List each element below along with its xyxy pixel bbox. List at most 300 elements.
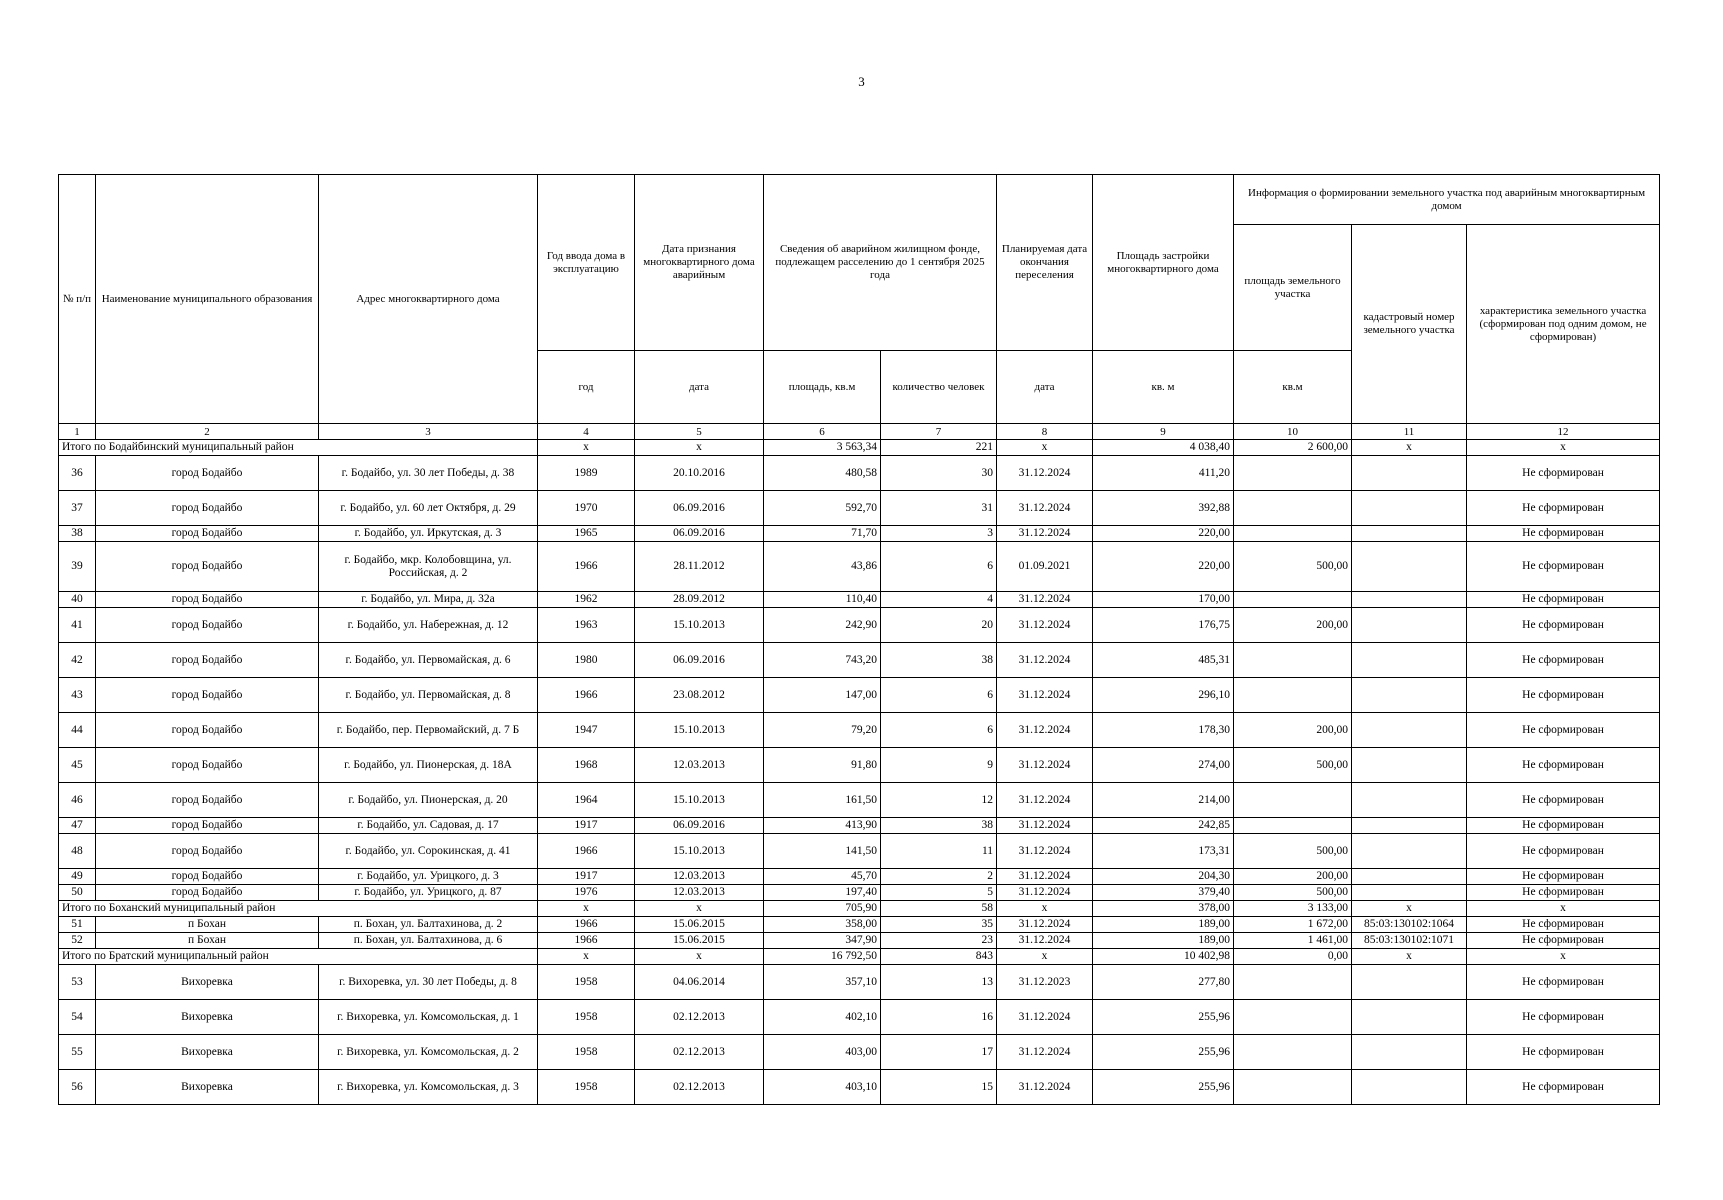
year-cell: 1964 (538, 783, 635, 818)
table-row (59, 834, 1660, 869)
plan-date-cell: 31.12.2024 (997, 748, 1093, 783)
building-area-cell: 173,31 (1093, 834, 1234, 869)
cadastral-cell (1352, 491, 1467, 526)
cadastral-cell (1352, 678, 1467, 713)
municipality-cell: город Бодайбо (96, 869, 319, 885)
plan-date-cell: 31.12.2024 (997, 643, 1093, 678)
people-cell: 30 (881, 456, 997, 491)
area-cell: 358,00 (764, 917, 881, 933)
plan-date-cell: 31.12.2024 (997, 678, 1093, 713)
subtotal-plan-date: x (997, 440, 1093, 456)
column-number: 4 (538, 424, 635, 440)
table-row (59, 965, 1660, 1000)
land-area-cell (1234, 1070, 1352, 1105)
people-cell: 23 (881, 933, 997, 949)
row-number: 47 (59, 818, 96, 834)
municipality-cell: город Бодайбо (96, 783, 319, 818)
subtotal-people: 843 (881, 949, 997, 965)
land-area-cell: 1 461,00 (1234, 933, 1352, 949)
column-number: 3 (319, 424, 538, 440)
header-cadastral-number: кадастровый номер земельного участка (1352, 225, 1467, 424)
area-cell: 79,20 (764, 713, 881, 748)
header-land-plot-info: Информация о формировании земельного участка под аварийным многоквартирным домом (1234, 175, 1660, 225)
characteristic-cell: Не сформирован (1467, 1035, 1660, 1070)
area-cell: 402,10 (764, 1000, 881, 1035)
row-number: 48 (59, 834, 96, 869)
emergency-date-cell: 12.03.2013 (635, 748, 764, 783)
row-number: 37 (59, 491, 96, 526)
emergency-date-cell: 15.06.2015 (635, 933, 764, 949)
row-number: 40 (59, 592, 96, 608)
emergency-date-cell: 15.10.2013 (635, 608, 764, 643)
table-row (59, 917, 1660, 933)
address-cell: г. Вихоревка, ул. 30 лет Победы, д. 8 (319, 965, 538, 1000)
building-area-cell: 189,00 (1093, 917, 1234, 933)
column-number: 7 (881, 424, 997, 440)
row-number: 41 (59, 608, 96, 643)
year-cell: 1966 (538, 678, 635, 713)
people-cell: 38 (881, 818, 997, 834)
people-cell: 35 (881, 917, 997, 933)
address-cell: г. Бодайбо, ул. Урицкого, д. 87 (319, 885, 538, 901)
header-land-area: площадь земельного участка (1234, 225, 1352, 351)
plan-date-cell: 31.12.2024 (997, 885, 1093, 901)
table-row (59, 818, 1660, 834)
table-row (59, 1070, 1660, 1105)
year-cell: 1980 (538, 643, 635, 678)
land-area-cell (1234, 592, 1352, 608)
municipality-cell: город Бодайбо (96, 678, 319, 713)
subtotal-row (59, 901, 1660, 917)
building-area-cell: 214,00 (1093, 783, 1234, 818)
area-cell: 43,86 (764, 542, 881, 592)
land-area-cell (1234, 1000, 1352, 1035)
municipality-cell: город Бодайбо (96, 643, 319, 678)
row-number: 36 (59, 456, 96, 491)
municipality-cell: п Бохан (96, 917, 319, 933)
cadastral-cell (1352, 834, 1467, 869)
people-cell: 6 (881, 713, 997, 748)
subtotal-plan-date: x (997, 949, 1093, 965)
subtotal-date: x (635, 440, 764, 456)
subheader-plan-date: дата (997, 351, 1093, 424)
land-area-cell (1234, 526, 1352, 542)
year-cell: 1966 (538, 834, 635, 869)
table-row (59, 1000, 1660, 1035)
address-cell: г. Бодайбо, ул. 60 лет Октября, д. 29 (319, 491, 538, 526)
people-cell: 38 (881, 643, 997, 678)
area-cell: 147,00 (764, 678, 881, 713)
building-area-cell: 170,00 (1093, 592, 1234, 608)
emergency-date-cell: 20.10.2016 (635, 456, 764, 491)
building-area-cell: 274,00 (1093, 748, 1234, 783)
municipality-cell: город Бодайбо (96, 713, 319, 748)
year-cell: 1947 (538, 713, 635, 748)
emergency-date-cell: 28.09.2012 (635, 592, 764, 608)
column-numbers-row (59, 424, 1660, 440)
area-cell: 403,00 (764, 1035, 881, 1070)
land-area-cell (1234, 1035, 1352, 1070)
building-area-cell: 485,31 (1093, 643, 1234, 678)
address-cell: п. Бохан, ул. Балтахинова, д. 2 (319, 917, 538, 933)
characteristic-cell: Не сформирован (1467, 1070, 1660, 1105)
characteristic-cell: Не сформирован (1467, 783, 1660, 818)
plan-date-cell: 01.09.2021 (997, 542, 1093, 592)
address-cell: г. Бодайбо, ул. Первомайская, д. 6 (319, 643, 538, 678)
municipality-cell: город Бодайбо (96, 491, 319, 526)
subtotal-people: 221 (881, 440, 997, 456)
land-area-cell (1234, 643, 1352, 678)
land-area-cell (1234, 965, 1352, 1000)
emergency-date-cell: 02.12.2013 (635, 1035, 764, 1070)
row-number: 44 (59, 713, 96, 748)
address-cell: г. Бодайбо, ул. Первомайская, д. 8 (319, 678, 538, 713)
cadastral-cell (1352, 643, 1467, 678)
people-cell: 16 (881, 1000, 997, 1035)
land-area-cell: 500,00 (1234, 834, 1352, 869)
year-cell: 1958 (538, 1035, 635, 1070)
column-number: 12 (1467, 424, 1660, 440)
cadastral-cell (1352, 965, 1467, 1000)
row-number: 52 (59, 933, 96, 949)
year-cell: 1970 (538, 491, 635, 526)
land-area-cell: 500,00 (1234, 542, 1352, 592)
address-cell: г. Бодайбо, ул. Пионерская, д. 18А (319, 748, 538, 783)
emergency-housing-table (58, 174, 1660, 1105)
building-area-cell: 220,00 (1093, 526, 1234, 542)
area-cell: 743,20 (764, 643, 881, 678)
cadastral-cell (1352, 592, 1467, 608)
address-cell: п. Бохан, ул. Балтахинова, д. 6 (319, 933, 538, 949)
emergency-date-cell: 12.03.2013 (635, 869, 764, 885)
address-cell: г. Вихоревка, ул. Комсомольская, д. 1 (319, 1000, 538, 1035)
year-cell: 1958 (538, 965, 635, 1000)
year-cell: 1976 (538, 885, 635, 901)
table-row (59, 869, 1660, 885)
area-cell: 110,40 (764, 592, 881, 608)
year-cell: 1917 (538, 818, 635, 834)
table-row (59, 542, 1660, 592)
address-cell: г. Бодайбо, ул. Урицкого, д. 3 (319, 869, 538, 885)
subtotal-year: x (538, 440, 635, 456)
address-cell: г. Вихоревка, ул. Комсомольская, д. 3 (319, 1070, 538, 1105)
subtotal-building-area: 4 038,40 (1093, 440, 1234, 456)
address-cell: г. Бодайбо, ул. 30 лет Победы, д. 38 (319, 456, 538, 491)
subtotal-date: x (635, 949, 764, 965)
building-area-cell: 255,96 (1093, 1035, 1234, 1070)
year-cell: 1917 (538, 869, 635, 885)
people-cell: 9 (881, 748, 997, 783)
table-row (59, 1035, 1660, 1070)
land-area-cell (1234, 783, 1352, 818)
table-row (59, 713, 1660, 748)
header-emergency-date: Дата признания многоквартирного дома аварийным (635, 175, 764, 351)
subtotal-characteristic: x (1467, 440, 1660, 456)
emergency-date-cell: 15.10.2013 (635, 783, 764, 818)
table-row (59, 526, 1660, 542)
area-cell: 357,10 (764, 965, 881, 1000)
emergency-date-cell: 06.09.2016 (635, 818, 764, 834)
building-area-cell: 392,88 (1093, 491, 1234, 526)
building-area-cell: 296,10 (1093, 678, 1234, 713)
land-area-cell: 200,00 (1234, 869, 1352, 885)
column-number: 5 (635, 424, 764, 440)
row-number: 38 (59, 526, 96, 542)
building-area-cell: 379,40 (1093, 885, 1234, 901)
area-cell: 161,50 (764, 783, 881, 818)
table-row (59, 608, 1660, 643)
emergency-date-cell: 04.06.2014 (635, 965, 764, 1000)
plan-date-cell: 31.12.2024 (997, 456, 1093, 491)
column-number: 10 (1234, 424, 1352, 440)
address-cell: г. Бодайбо, ул. Пионерская, д. 20 (319, 783, 538, 818)
municipality-cell: город Бодайбо (96, 885, 319, 901)
table-row (59, 491, 1660, 526)
subtotal-building-area: 378,00 (1093, 901, 1234, 917)
table-row (59, 678, 1660, 713)
land-area-cell (1234, 456, 1352, 491)
subtotal-year: x (538, 949, 635, 965)
header-building-area: Площадь застройки многоквартирного дома (1093, 175, 1234, 351)
subheader-year: год (538, 351, 635, 424)
subtotal-land-area: 2 600,00 (1234, 440, 1352, 456)
plan-date-cell: 31.12.2024 (997, 592, 1093, 608)
cadastral-cell (1352, 783, 1467, 818)
plan-date-cell: 31.12.2024 (997, 1000, 1093, 1035)
cadastral-cell (1352, 456, 1467, 491)
characteristic-cell: Не сформирован (1467, 456, 1660, 491)
emergency-date-cell: 06.09.2016 (635, 643, 764, 678)
subtotal-land-area: 0,00 (1234, 949, 1352, 965)
subtotal-date: x (635, 901, 764, 917)
building-area-cell: 255,96 (1093, 1070, 1234, 1105)
municipality-cell: город Бодайбо (96, 748, 319, 783)
characteristic-cell: Не сформирован (1467, 643, 1660, 678)
area-cell: 91,80 (764, 748, 881, 783)
municipality-cell: Вихоревка (96, 1035, 319, 1070)
characteristic-cell: Не сформирован (1467, 834, 1660, 869)
address-cell: г. Бодайбо, ул. Иркутская, д. 3 (319, 526, 538, 542)
people-cell: 5 (881, 885, 997, 901)
subtotal-area: 3 563,34 (764, 440, 881, 456)
subtotal-people: 58 (881, 901, 997, 917)
cadastral-cell (1352, 608, 1467, 643)
subtotal-label: Итого по Боханский муниципальный район (59, 901, 538, 917)
address-cell: г. Бодайбо, ул. Мира, д. 32а (319, 592, 538, 608)
characteristic-cell: Не сформирован (1467, 1000, 1660, 1035)
page-number: 3 (858, 74, 865, 89)
header-address: Адрес многоквартирного дома (319, 175, 538, 424)
plan-date-cell: 31.12.2024 (997, 869, 1093, 885)
cadastral-cell (1352, 869, 1467, 885)
plan-date-cell: 31.12.2024 (997, 933, 1093, 949)
header-municipality: Наименование муниципального образования (96, 175, 319, 424)
year-cell: 1958 (538, 1000, 635, 1035)
row-number: 45 (59, 748, 96, 783)
cadastral-cell (1352, 1070, 1467, 1105)
characteristic-cell: Не сформирован (1467, 592, 1660, 608)
subheader-land-sqm: кв.м (1234, 351, 1352, 424)
area-cell: 71,70 (764, 526, 881, 542)
municipality-cell: город Бодайбо (96, 592, 319, 608)
plan-date-cell: 31.12.2024 (997, 917, 1093, 933)
characteristic-cell: Не сформирован (1467, 491, 1660, 526)
municipality-cell: Вихоревка (96, 1000, 319, 1035)
row-number: 42 (59, 643, 96, 678)
characteristic-cell: Не сформирован (1467, 885, 1660, 901)
header-emergency-fund: Сведения об аварийном жилищном фонде, подлежащем расселению до 1 сентября 2025 года (764, 175, 997, 351)
building-area-cell: 220,00 (1093, 542, 1234, 592)
cadastral-cell: 85:03:130102:1071 (1352, 933, 1467, 949)
area-cell: 480,58 (764, 456, 881, 491)
column-number: 2 (96, 424, 319, 440)
people-cell: 12 (881, 783, 997, 818)
area-cell: 403,10 (764, 1070, 881, 1105)
cadastral-cell (1352, 818, 1467, 834)
subtotal-cadastral: x (1352, 901, 1467, 917)
characteristic-cell: Не сформирован (1467, 748, 1660, 783)
people-cell: 13 (881, 965, 997, 1000)
land-area-cell: 200,00 (1234, 713, 1352, 748)
building-area-cell: 204,30 (1093, 869, 1234, 885)
row-number: 53 (59, 965, 96, 1000)
building-area-cell: 178,30 (1093, 713, 1234, 748)
plan-date-cell: 31.12.2024 (997, 1070, 1093, 1105)
municipality-cell: Вихоревка (96, 1070, 319, 1105)
header-row-number: № п/п (59, 175, 96, 424)
characteristic-cell: Не сформирован (1467, 526, 1660, 542)
subtotal-area: 16 792,50 (764, 949, 881, 965)
address-cell: г. Вихоревка, ул. Комсомольская, д. 2 (319, 1035, 538, 1070)
characteristic-cell: Не сформирован (1467, 965, 1660, 1000)
header-land-characteristic: характеристика земельного участка (сформирован под одним домом, не сформирован) (1467, 225, 1660, 424)
emergency-date-cell: 02.12.2013 (635, 1070, 764, 1105)
cadastral-cell (1352, 526, 1467, 542)
year-cell: 1958 (538, 1070, 635, 1105)
emergency-date-cell: 02.12.2013 (635, 1000, 764, 1035)
area-cell: 347,90 (764, 933, 881, 949)
table-row (59, 643, 1660, 678)
emergency-date-cell: 28.11.2012 (635, 542, 764, 592)
people-cell: 6 (881, 542, 997, 592)
building-area-cell: 277,80 (1093, 965, 1234, 1000)
address-cell: г. Бодайбо, пер. Первомайский, д. 7 Б (319, 713, 538, 748)
subtotal-year: x (538, 901, 635, 917)
subheader-area: площадь, кв.м (764, 351, 881, 424)
column-number: 6 (764, 424, 881, 440)
year-cell: 1966 (538, 933, 635, 949)
header-commission-year: Год ввода дома в эксплуатацию (538, 175, 635, 351)
address-cell: г. Бодайбо, мкр. Колобовщина, ул. Российская, д. 2 (319, 542, 538, 592)
row-number: 50 (59, 885, 96, 901)
people-cell: 11 (881, 834, 997, 869)
subtotal-row (59, 949, 1660, 965)
characteristic-cell: Не сформирован (1467, 678, 1660, 713)
address-cell: г. Бодайбо, ул. Набережная, д. 12 (319, 608, 538, 643)
municipality-cell: город Бодайбо (96, 456, 319, 491)
year-cell: 1965 (538, 526, 635, 542)
row-number: 49 (59, 869, 96, 885)
emergency-date-cell: 23.08.2012 (635, 678, 764, 713)
area-cell: 197,40 (764, 885, 881, 901)
people-cell: 6 (881, 678, 997, 713)
emergency-date-cell: 15.06.2015 (635, 917, 764, 933)
area-cell: 242,90 (764, 608, 881, 643)
land-area-cell (1234, 678, 1352, 713)
subheader-people: количество человек (881, 351, 997, 424)
municipality-cell: город Бодайбо (96, 834, 319, 869)
column-number: 9 (1093, 424, 1234, 440)
land-area-cell (1234, 491, 1352, 526)
year-cell: 1966 (538, 542, 635, 592)
area-cell: 141,50 (764, 834, 881, 869)
building-area-cell: 176,75 (1093, 608, 1234, 643)
address-cell: г. Бодайбо, ул. Садовая, д. 17 (319, 818, 538, 834)
cadastral-cell (1352, 542, 1467, 592)
plan-date-cell: 31.12.2024 (997, 526, 1093, 542)
building-area-cell: 242,85 (1093, 818, 1234, 834)
row-number: 56 (59, 1070, 96, 1105)
subtotal-characteristic: x (1467, 901, 1660, 917)
row-number: 54 (59, 1000, 96, 1035)
year-cell: 1962 (538, 592, 635, 608)
cadastral-cell (1352, 1000, 1467, 1035)
subtotal-building-area: 10 402,98 (1093, 949, 1234, 965)
people-cell: 15 (881, 1070, 997, 1105)
municipality-cell: город Бодайбо (96, 818, 319, 834)
land-area-cell (1234, 818, 1352, 834)
land-area-cell: 1 672,00 (1234, 917, 1352, 933)
subtotal-plan-date: x (997, 901, 1093, 917)
plan-date-cell: 31.12.2024 (997, 818, 1093, 834)
characteristic-cell: Не сформирован (1467, 869, 1660, 885)
people-cell: 3 (881, 526, 997, 542)
cadastral-cell (1352, 713, 1467, 748)
row-number: 43 (59, 678, 96, 713)
building-area-cell: 411,20 (1093, 456, 1234, 491)
header-planned-date: Планируемая дата окончания переселения (997, 175, 1093, 351)
row-number: 51 (59, 917, 96, 933)
row-number: 46 (59, 783, 96, 818)
plan-date-cell: 31.12.2024 (997, 834, 1093, 869)
plan-date-cell: 31.12.2024 (997, 491, 1093, 526)
subheader-sqm: кв. м (1093, 351, 1234, 424)
emergency-date-cell: 06.09.2016 (635, 526, 764, 542)
subtotal-cadastral: x (1352, 440, 1467, 456)
land-area-cell: 500,00 (1234, 748, 1352, 783)
table-row (59, 885, 1660, 901)
land-area-cell: 200,00 (1234, 608, 1352, 643)
area-cell: 45,70 (764, 869, 881, 885)
building-area-cell: 255,96 (1093, 1000, 1234, 1035)
row-number: 55 (59, 1035, 96, 1070)
cadastral-cell (1352, 748, 1467, 783)
area-cell: 592,70 (764, 491, 881, 526)
plan-date-cell: 31.12.2023 (997, 965, 1093, 1000)
characteristic-cell: Не сформирован (1467, 542, 1660, 592)
subtotal-area: 705,90 (764, 901, 881, 917)
emergency-date-cell: 12.03.2013 (635, 885, 764, 901)
building-area-cell: 189,00 (1093, 933, 1234, 949)
area-cell: 413,90 (764, 818, 881, 834)
address-cell: г. Бодайбо, ул. Сорокинская, д. 41 (319, 834, 538, 869)
subtotal-cadastral: x (1352, 949, 1467, 965)
subtotal-label: Итого по Бодайбинский муниципальный район (59, 440, 538, 456)
plan-date-cell: 31.12.2024 (997, 783, 1093, 818)
plan-date-cell: 31.12.2024 (997, 608, 1093, 643)
plan-date-cell: 31.12.2024 (997, 1035, 1093, 1070)
subheader-date: дата (635, 351, 764, 424)
